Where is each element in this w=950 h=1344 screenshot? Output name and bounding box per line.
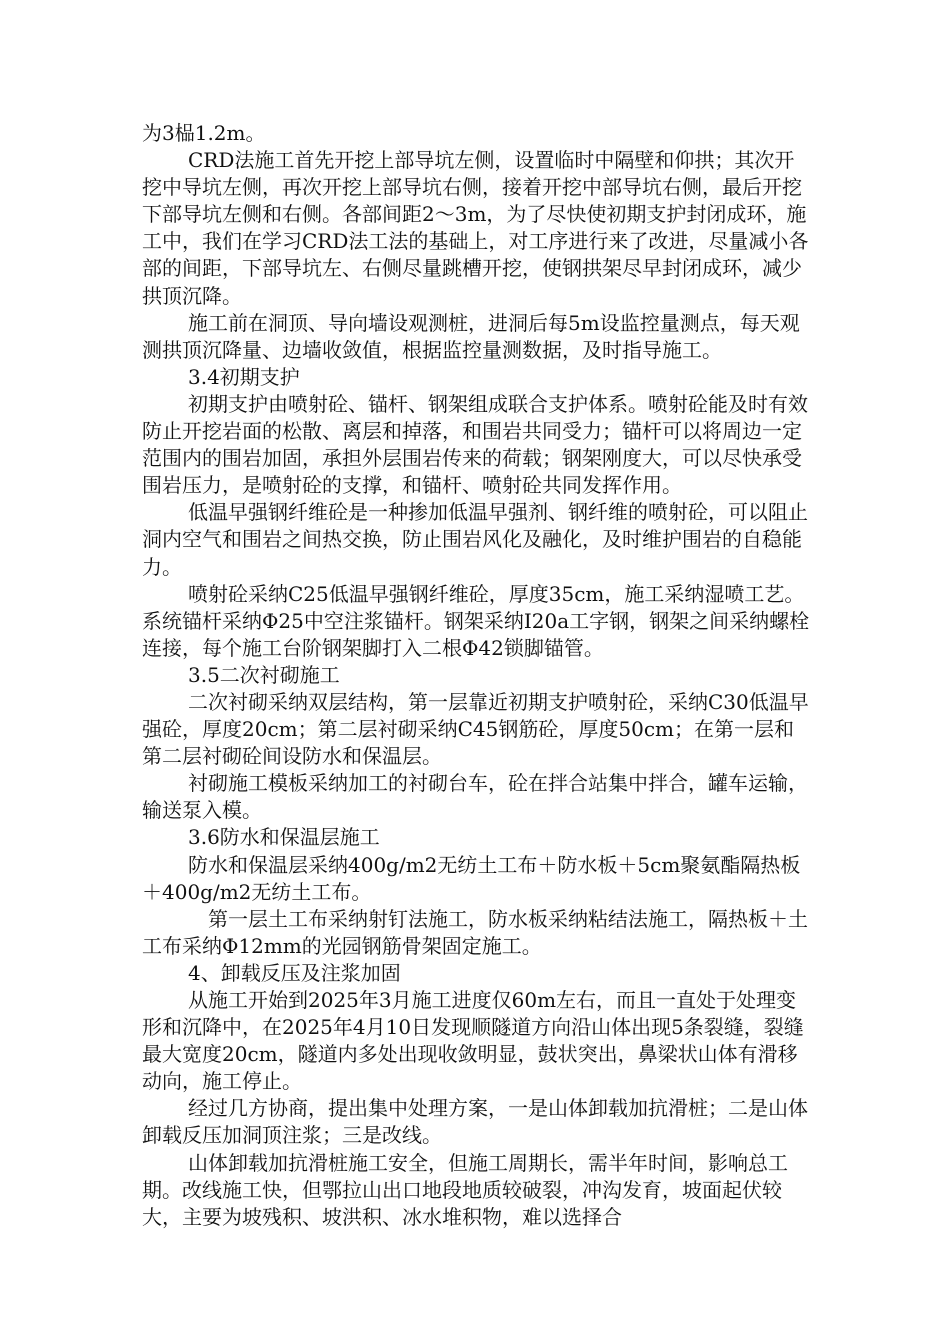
paragraph-secondary-lining: 二次衬砌采纳双层结构，第一层靠近初期支护喷射砼，采纳C30低温早强砼，厚度20cm；第二层衬砌采纳C45钢筋砼，厚度50cm；在第一层和第二层衬砌砼间设防水和保温层。 bbox=[142, 689, 809, 769]
paragraph-waterproof-layers: 防水和保温层采纳400g/m2无纺土工布＋防水板＋5cm聚氨酯隔热板＋400g/m2无纺土工布。 bbox=[142, 852, 801, 904]
paragraph-lining-formwork: 衬砌施工模板采纳加工的衬砌台车，砼在拌合站集中拌合，罐车运输，输送泵入模。 bbox=[142, 771, 808, 823]
paragraph-continuation: 为3榀1.2m。 bbox=[142, 121, 266, 145]
paragraph-monitoring: 施工前在洞顶、导向墙设观测桩，进洞后每5m设监控量测点，每天观测拱顶沉降量、边墙收敛值，根据监控量测数据，及时指导施工。 bbox=[142, 310, 800, 362]
section-heading-4: 4、卸载反压及注浆加固 bbox=[188, 960, 401, 985]
document-body bbox=[142, 120, 812, 1231]
paragraph-geotextile-install: 第一层土工布采纳射钉法施工，防水板采纳粘结法施工，隔热板＋土工布采纳Φ12mm的光园钢筋骨架固定施工。 bbox=[142, 906, 808, 958]
section-heading-3-4: 3.4初期支护 bbox=[188, 364, 300, 389]
section-heading-3-5: 3.5二次衬砌施工 bbox=[188, 662, 340, 687]
paragraph-steel-fiber-concrete: 低温早强钢纤维砼是一种掺加低温早强剂、钢纤维的喷射砼，可以阻止洞内空气和围岩之间热交换，防止围岩风化及融化，及时维护围岩的自稳能力。 bbox=[142, 500, 808, 579]
paragraph-shotcrete-spec: 喷射砼采纳C25低温早强钢纤维砼，厚度35cm，施工采纳湿喷工艺。系统锚杆采纳Φ25中空注浆锚杆。钢架采纳Ⅰ20a工字钢，钢架之间采纳螺栓连接，每个施工台阶钢架脚打入二根Φ42锁脚锚管。 bbox=[142, 581, 810, 660]
paragraph-construction-progress: 从施工开始到2025年3月施工进度仅60m左右，而且一直处于处理变形和沉降中，在2025年4月10日发现顺隧道方向沿山体出现5条裂缝，裂缝最大宽度20cm，隧道内多处出现收敛明显，鼓状突出，鼻梁状山体有滑移动向，施工停止。 bbox=[142, 988, 804, 1094]
paragraph-option-comparison: 山体卸载加抗滑桩施工安全，但施工周期长，需半年时间，影响总工期。改线施工快，但鄂拉山出口地段地质较破裂，冲沟发育，坡面起伏较大，主要为坡残积、坡洪积、冰水堆积物，难以选择合 bbox=[142, 1150, 788, 1229]
section-heading-3-6: 3.6防水和保温层施工 bbox=[188, 825, 380, 850]
paragraph-crd-method: CRD法施工首先开挖上部导坑左侧，设置临时中隔壁和仰拱；其次开挖中导坑左侧，再次开挖上部导坑右侧，接着开挖中部导坑右侧，最后开挖下部导坑左侧和右侧。各部间距2～3m，为了尽快使初期支护封闭成环，施工中，我们在学习CRD法工法的基础上，对工序进行来了改进，尽量减小各部的间距，下部导坑左、右侧尽量跳槽开挖，使钢拱架尽早封闭成环，减少拱顶沉降。 bbox=[142, 148, 809, 308]
paragraph-treatment-options: 经过几方协商，提出集中处理方案，一是山体卸载加抗滑桩；二是山体卸载反压加洞顶注浆；三是改线。 bbox=[142, 1096, 808, 1148]
paragraph-initial-support: 初期支护由喷射砼、锚杆、钢架组成联合支护体系。喷射砼能及时有效防止开挖岩面的松散、离层和掉落，和围岩共同受力；锚杆可以将周边一定范围内的围岩加固，承担外层围岩传来的荷载；钢架刚度大，可以尽快承受围岩压力，是喷射砼的支撑，和锚杆、喷射砼共同发挥作用。 bbox=[142, 391, 808, 498]
